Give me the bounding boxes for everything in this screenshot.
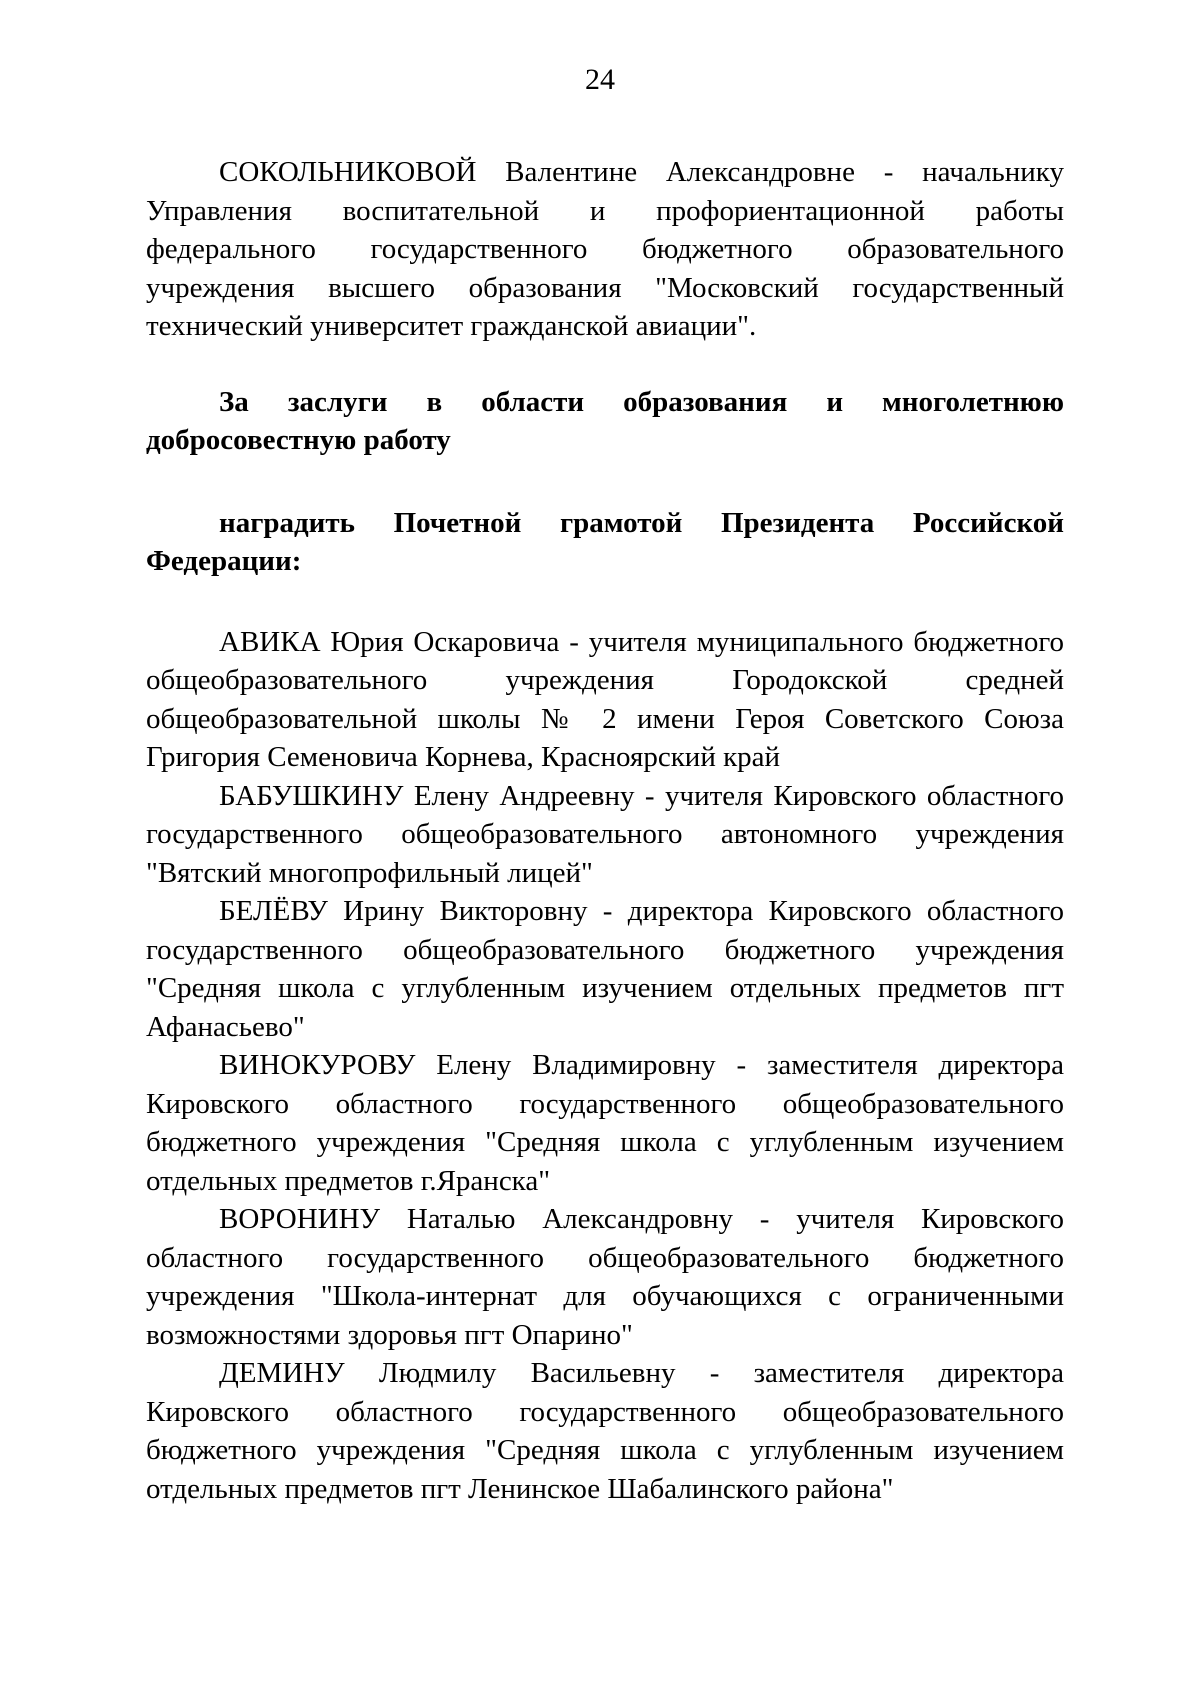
document-body bbox=[146, 153, 1064, 1508]
page-number: 24 bbox=[585, 63, 615, 96]
merit-heading: За заслуги в области образования и многолетнюю добросовестную работу bbox=[146, 385, 1064, 456]
awardee-entry: БАБУШКИНУ Елену Андреевну - учителя Кировского областного государственного общеобразовательного автономного учреждения "Вятский многопрофильный лицей" bbox=[146, 779, 1064, 889]
award-heading: наградить Почетной грамотой Президента Российской Федерации: bbox=[146, 506, 1064, 577]
awardee-entry: БЕЛЁВУ Ирину Викторовну - директора Кировского областного государственного общеобразовательного бюджетного учреждения "Средняя школа с углубленным изучением отдельных предметов пгт Афанасьево" bbox=[146, 895, 1064, 1043]
awardee-entry: ВОРОНИНУ Наталью Александровну - учителя Кировского областного государственного общеобразовательного бюджетного учреждения "Школа-интернат для обучающихся с ограниченными возможностями здоровья пгт Опарино" bbox=[146, 1203, 1064, 1351]
awardee-list bbox=[146, 623, 1064, 1509]
awardee-entry: ВИНОКУРОВУ Елену Владимировну - заместителя директора Кировского областного государственного общеобразовательного бюджетного учреждения "Средняя школа с углубленным изучением отдельных предметов г.Яранска" bbox=[146, 1049, 1064, 1197]
awardee-entry: АВИКА Юрия Оскаровича - учителя муниципального бюджетного общеобразовательного учреждения Городокской средней общеобразовательной школы № 2 имени Героя Советского Союза Григория Семеновича Корнева, Красноярский край bbox=[146, 625, 1064, 773]
intro-paragraph: СОКОЛЬНИКОВОЙ Валентине Александровне - начальнику Управления воспитательной и профориентационной работы федерального государственного бюджетного образовательного учреждения высшего образования "Московский государственный технический университет гражданской авиации". bbox=[146, 156, 1064, 342]
awardee-entry: ДЕМИНУ Людмилу Васильевну - заместителя директора Кировского областного государственного общеобразовательного бюджетного учреждения "Средняя школа с углубленным изучением отдельных предметов пгт Ленинское Шабалинского района" bbox=[146, 1357, 1064, 1505]
